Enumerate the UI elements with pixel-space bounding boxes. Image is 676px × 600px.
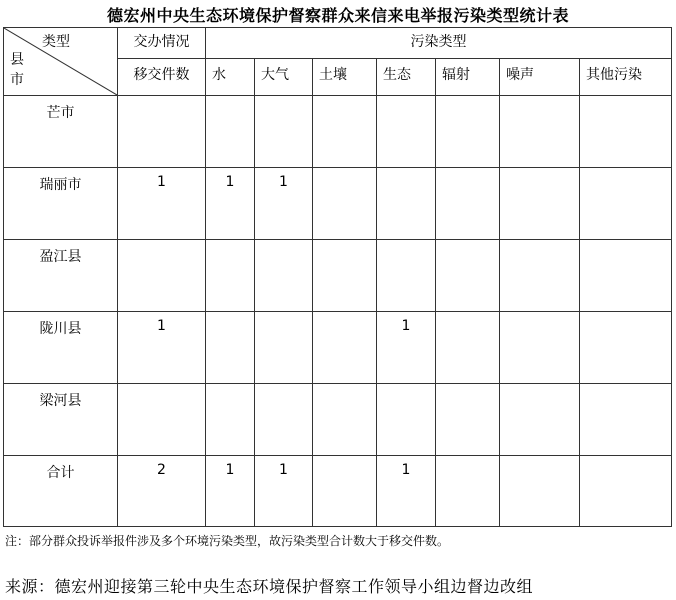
transfer-count-header: 移交件数 [118,59,206,96]
pollution-count-cell [500,168,580,240]
county-name-cell: 瑞丽市 [4,168,118,240]
pollution-count-cell [377,96,436,168]
type-header-water: 水 [206,59,255,96]
pollution-count-cell: 1 [377,456,436,527]
type-header-air: 大气 [255,59,313,96]
footnote: 注：部分群众投诉举报件涉及多个环境污染类型，故污染类型合计数大于移交件数。 [5,534,450,548]
pollution-count-cell [206,240,255,312]
pollution-count-cell [206,312,255,384]
pollution-count-cell: 1 [255,456,313,527]
type-header-soil: 土壤 [313,59,377,96]
transfer-group-header: 交办情况 [118,28,206,59]
pollution-count-cell: 1 [206,168,255,240]
pollution-count-cell [313,312,377,384]
table-row [4,384,672,456]
county-name-cell: 芒市 [4,96,118,168]
type-header-ecology: 生态 [377,59,436,96]
pollution-count-cell [255,96,313,168]
pollution-count-cell [500,240,580,312]
county-name-cell: 梁河县 [4,384,118,456]
pollution-count-cell: 1 [255,168,313,240]
pollution-count-cell [377,240,436,312]
pollution-count-cell [377,168,436,240]
pollution-count-cell [500,384,580,456]
corner-type-label: 类型 [42,34,70,50]
pollution-count-cell [580,96,672,168]
table-row [4,312,672,384]
pollution-count-cell [436,96,500,168]
pollution-count-cell [377,384,436,456]
pollution-count-cell [313,168,377,240]
pollution-count-cell [580,456,672,527]
pollution-count-cell [580,240,672,312]
pollution-count-cell [206,96,255,168]
corner-header [4,28,118,96]
pollution-count-cell [580,312,672,384]
source-line: 来源：德宏州迎接第三轮中央生态环境保护督察工作领导小组边督边改组 [5,577,534,596]
county-name-cell: 陇川县 [4,312,118,384]
type-header-noise: 噪声 [500,59,580,96]
pollution-count-cell [436,384,500,456]
pollution-count-cell [313,456,377,527]
transfer-count-cell: 2 [118,456,206,527]
pollution-count-cell [500,312,580,384]
pollution-count-cell [206,384,255,456]
county-name-cell: 合计 [4,456,118,527]
table-row [4,456,672,527]
pollution-count-cell [580,168,672,240]
county-name-cell: 盈江县 [4,240,118,312]
pollution-count-cell [313,96,377,168]
pollution-count-cell: 1 [377,312,436,384]
pollution-count-cell [255,384,313,456]
table-row [4,168,672,240]
transfer-count-cell: 1 [118,312,206,384]
pollution-count-cell [255,312,313,384]
transfer-count-cell [118,96,206,168]
pollution-count-cell [255,240,313,312]
statistics-table [3,27,672,527]
pollution-count-cell [313,240,377,312]
pollution-count-cell: 1 [206,456,255,527]
table-row [4,96,672,168]
pollution-count-cell [500,96,580,168]
pollution-count-cell [580,384,672,456]
corner-county-label: 县市 [10,52,24,88]
transfer-count-cell [118,384,206,456]
table-row [4,240,672,312]
pollution-count-cell [436,240,500,312]
table-title: 德宏州中央生态环境保护督察群众来信来电举报污染类型统计表 [106,6,569,25]
table-body [4,96,672,527]
type-header-other: 其他污染 [580,59,672,96]
pollution-count-cell [436,456,500,527]
pollution-group-header: 污染类型 [206,28,672,59]
pollution-count-cell [436,168,500,240]
pollution-count-cell [500,456,580,527]
type-header-radiation: 辐射 [436,59,500,96]
transfer-count-cell [118,240,206,312]
pollution-count-cell [313,384,377,456]
transfer-count-cell: 1 [118,168,206,240]
pollution-count-cell [436,312,500,384]
